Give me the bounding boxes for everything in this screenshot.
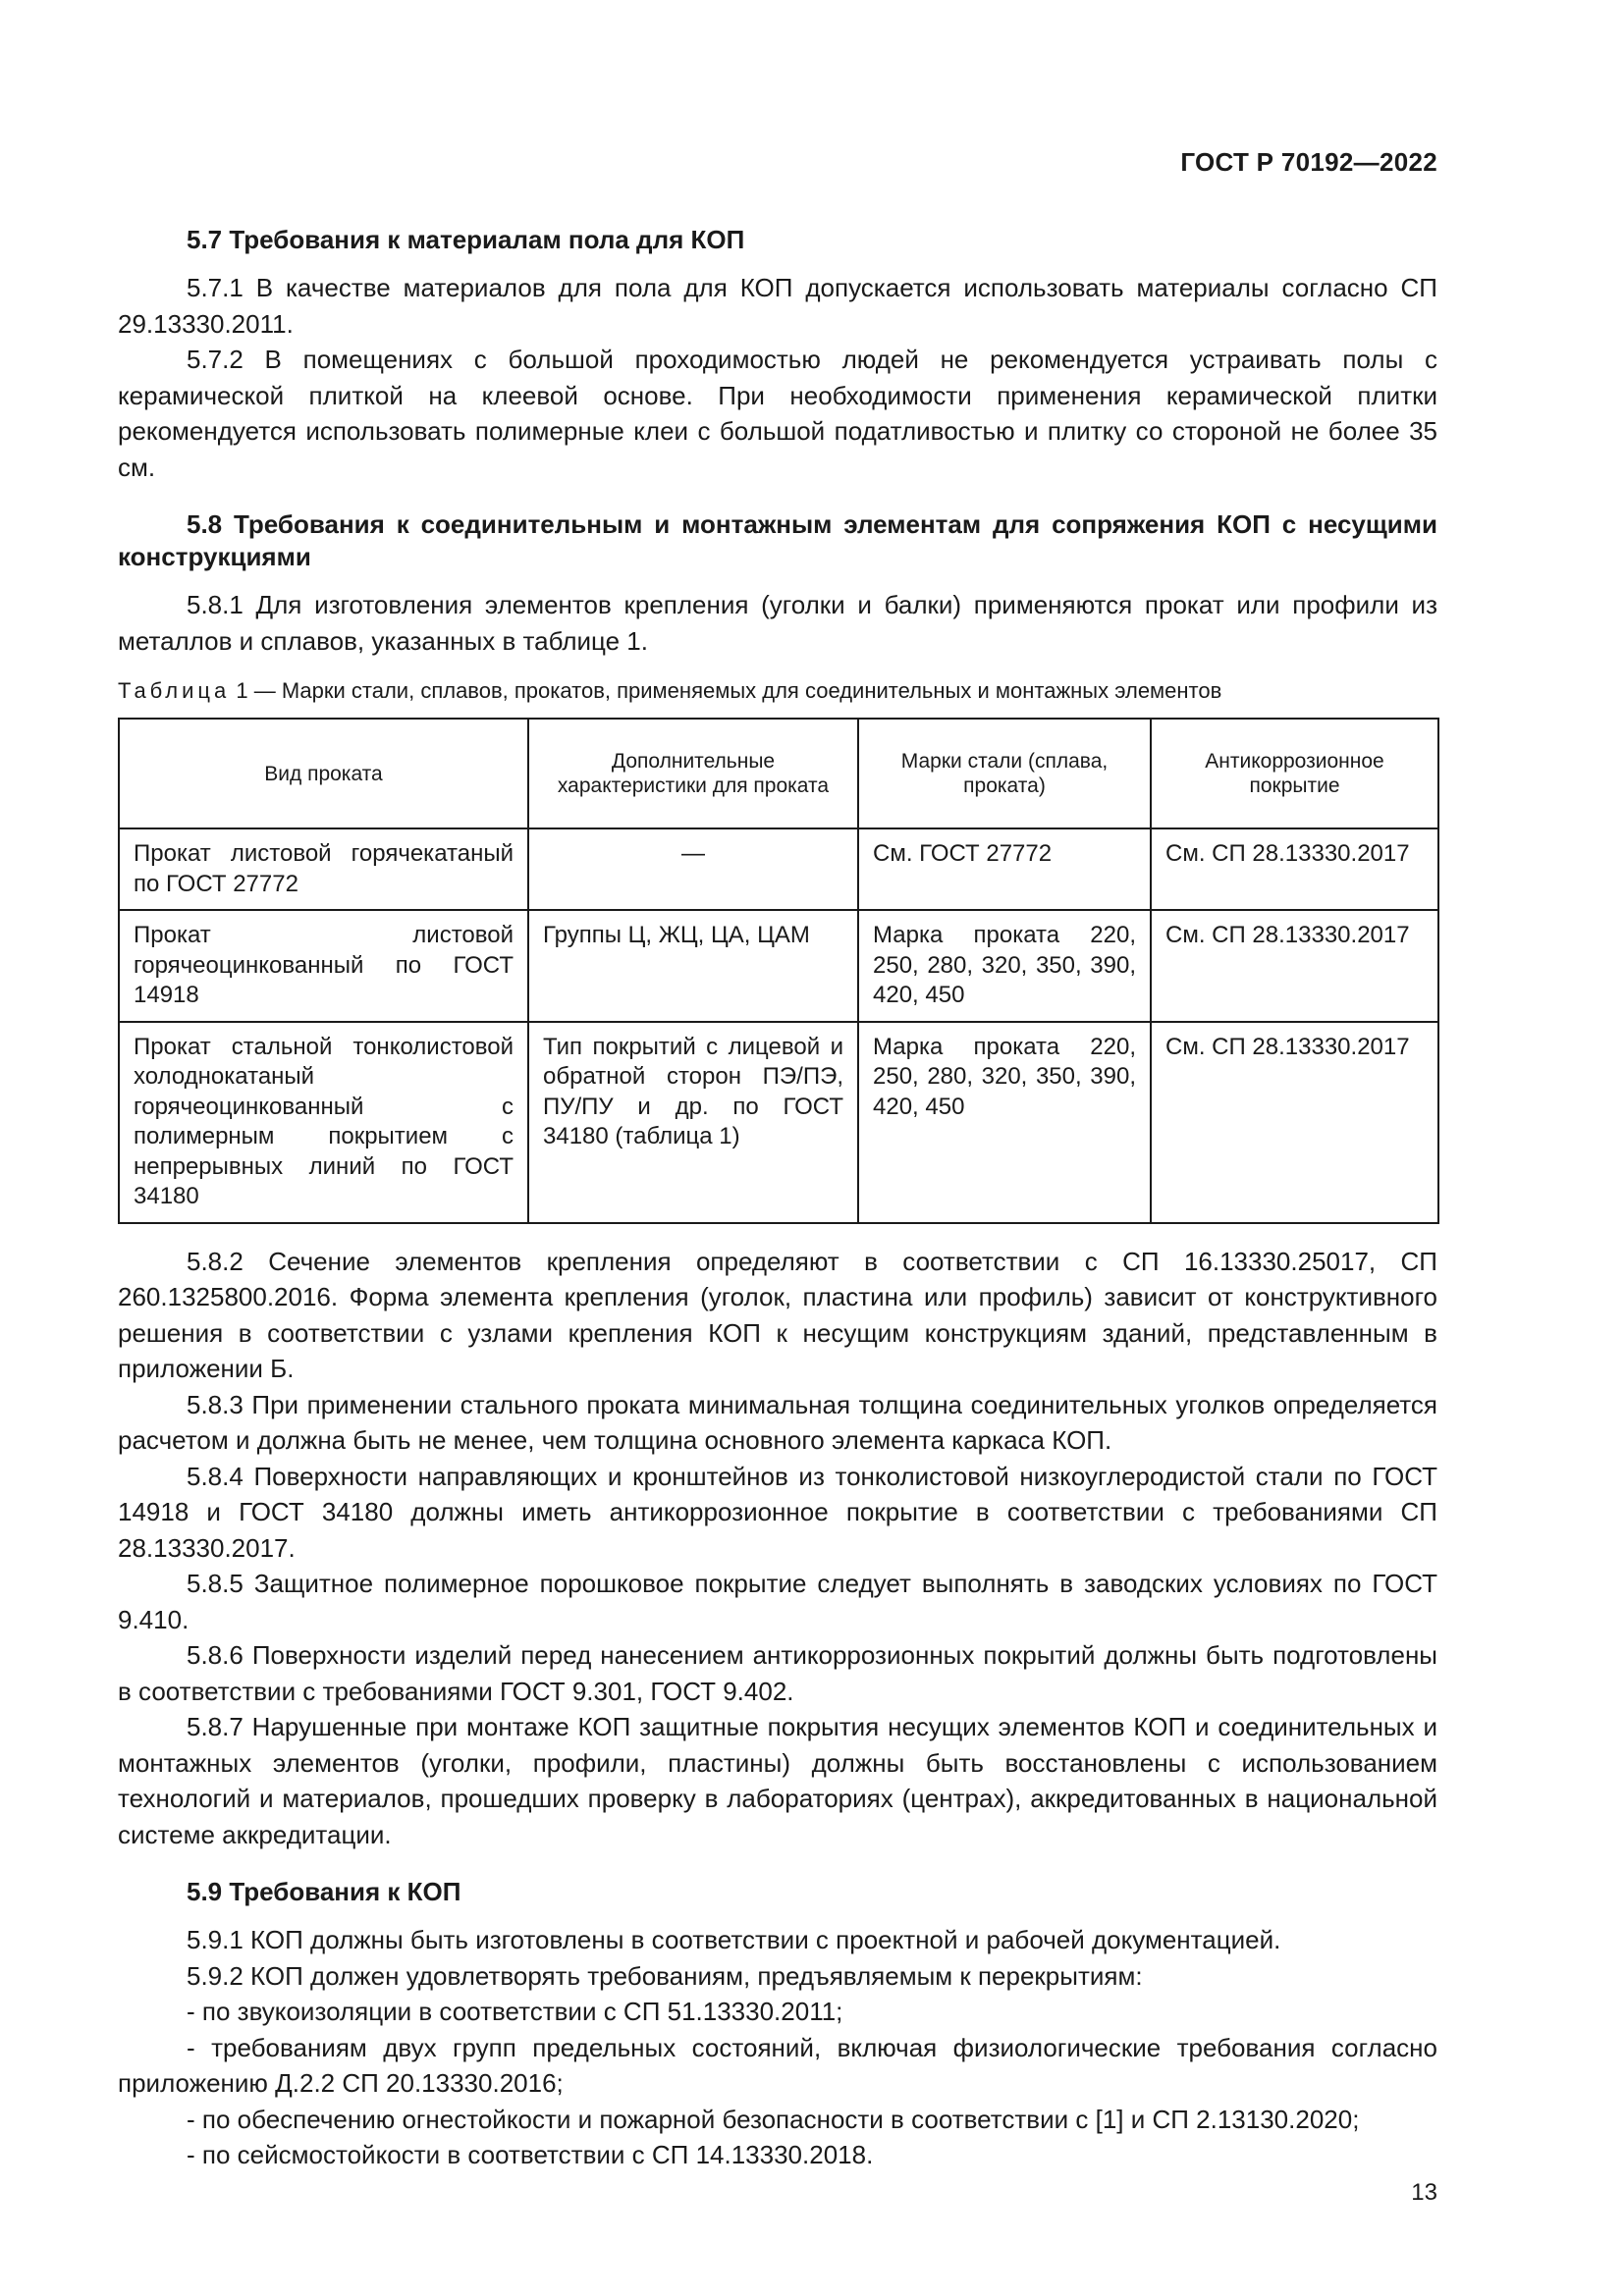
table-cell: Прокат листовой горячеоцинкованный по ГОСТ 14918 [119,910,528,1022]
paragraph-5-8-3: 5.8.3 При применении стального проката минимальная толщина соединительных уголков определяется расчетом и должна быть не менее, чем толщина основного элемента каркаса КОП. [118,1389,1437,1455]
table-cell: — [528,828,858,910]
table-row [119,910,1438,1022]
table-caption-text: 1 — Марки стали, сплавов, прокатов, применяемых для соединительных и монтажных элементов [230,678,1222,703]
page-content [118,224,1437,2173]
table-cell: Группы Ц, ЖЦ, ЦА, ЦАМ [528,910,858,1022]
table-header-cell: Антикоррозионное покрытие [1151,719,1438,828]
document-code-header: ГОСТ Р 70192—2022 [1180,147,1437,177]
steel-grades-table [118,718,1439,1224]
table-cell: Марка проката 220, 250, 280, 320, 350, 390, 420, 450 [858,1022,1151,1223]
table-header-row [119,719,1438,828]
table-caption [118,676,1437,706]
paragraph-5-8-1: 5.8.1 Для изготовления элементов крепления (уголки и балки) применяются прокат или профили из металлов и сплавов, указанных в таблице 1. [118,590,1437,656]
table-cell: См. СП 28.13330.2017 [1151,910,1438,1022]
table-header-cell: Дополнительные характеристики для проката [528,719,858,828]
list-item: - по сейсмостойкости в соответствии с СП 14.13330.2018. [187,2140,874,2169]
table-row [119,1022,1438,1223]
table-header-cell: Марки стали (сплава, проката) [858,719,1151,828]
paragraph-5-8-5: 5.8.5 Защитное полимерное порошковое покрытие следует выполнять в заводских условиях по ГОСТ 9.410. [118,1569,1437,1634]
paragraph-5-9-2: 5.9.2 КОП должен удовлетворять требованиям, предъявляемым к перекрытиям: [187,1960,1143,1991]
paragraph-5-8-4: 5.8.4 Поверхности направляющих и кронштейнов из тонколистовой низкоуглеродистой стали по ГОСТ 14918 и ГОСТ 34180 должны иметь антикоррозионное покрытие в соответствии с требованиями СП 28.13330.2017. [118,1461,1437,1563]
paragraph-5-8-2: 5.8.2 Сечение элементов крепления определяют в соответствии с СП 16.13330.25017, СП 260.1325800.2016. Форма элемента крепления (уголок, пластина или профиль) зависит от конструктивного решения в соответствии с узлами крепления КОП к несущим конструкциям зданий, представленным в приложении Б. [118,1246,1437,1383]
table-cell: Прокат стальной тонколистовой холоднокатаный горячеоцинкованный с полимерным покрытием с непрерывных линий по ГОСТ 34180 [119,1022,528,1223]
table-cell: См. ГОСТ 27772 [858,828,1151,910]
list-item: - по обеспечению огнестойкости и пожарной безопасности в соответствии с [1] и СП 2.13130.2020; [187,2104,1360,2134]
table-caption-label: Таблица [118,678,231,703]
table-cell: См. СП 28.13330.2017 [1151,828,1438,910]
section-heading-5-8: 5.8 Требования к соединительным и монтажным элементам для сопряжения КОП с несущими конструкциями [118,509,1437,571]
list-item: - требованиям двух групп предельных состояний, включая физиологические требования согласно приложению Д.2.2 СП 20.13330.2016; [118,2032,1437,2098]
document-page [118,0,1437,2296]
table-cell: См. СП 28.13330.2017 [1151,1022,1438,1223]
paragraph-5-8-6: 5.8.6 Поверхности изделий перед нанесением антикоррозионных покрытий должны быть подготовлены в соответствии с требованиями ГОСТ 9.301, ГОСТ 9.402. [118,1640,1437,1706]
paragraph-5-7-1: 5.7.1 В качестве материалов для пола для КОП допускается использовать материалы согласно СП 29.13330.2011. [118,273,1437,339]
table-cell: Прокат листовой горячекатаный по ГОСТ 27772 [119,828,528,910]
page-number: 13 [1411,2179,1437,2206]
table-cell: Марка проката 220, 250, 280, 320, 350, 390, 420, 450 [858,910,1151,1022]
section-heading-5-9: 5.9 Требования к КОП [187,1877,461,1906]
table-header-cell: Вид проката [119,719,528,828]
section-heading-5-7: 5.7 Требования к материалам пола для КОП [187,225,745,254]
paragraph-5-8-7: 5.8.7 Нарушенные при монтаже КОП защитные покрытия несущих элементов КОП и соединительных и монтажных элементов (уголки, профили, пластины) должны быть восстановлены с использованием технологий и материалов, прошедших проверку в лабораториях (центрах), аккредитованных в национальной системе аккредитации. [118,1712,1437,1849]
list-item: - по звукоизоляции в соответствии с СП 51.13330.2011; [187,1997,843,2026]
table-row [119,828,1438,910]
paragraph-5-9-1: 5.9.1 КОП должны быть изготовлены в соответствии с проектной и рабочей документацией. [187,1925,1281,1954]
table-cell: Тип покрытий с лицевой и обратной сторон ПЭ/ПЭ, ПУ/ПУ и др. по ГОСТ 34180 (таблица 1) [528,1022,858,1223]
paragraph-5-7-2: 5.7.2 В помещениях с большой проходимостью людей не рекомендуется устраивать полы с керамической плиткой на клеевой основе. При необходимости применения керамической плитки рекомендуется использовать полимерные клеи с большой податливостью и плитку со стороной не более 35 см. [118,345,1437,482]
